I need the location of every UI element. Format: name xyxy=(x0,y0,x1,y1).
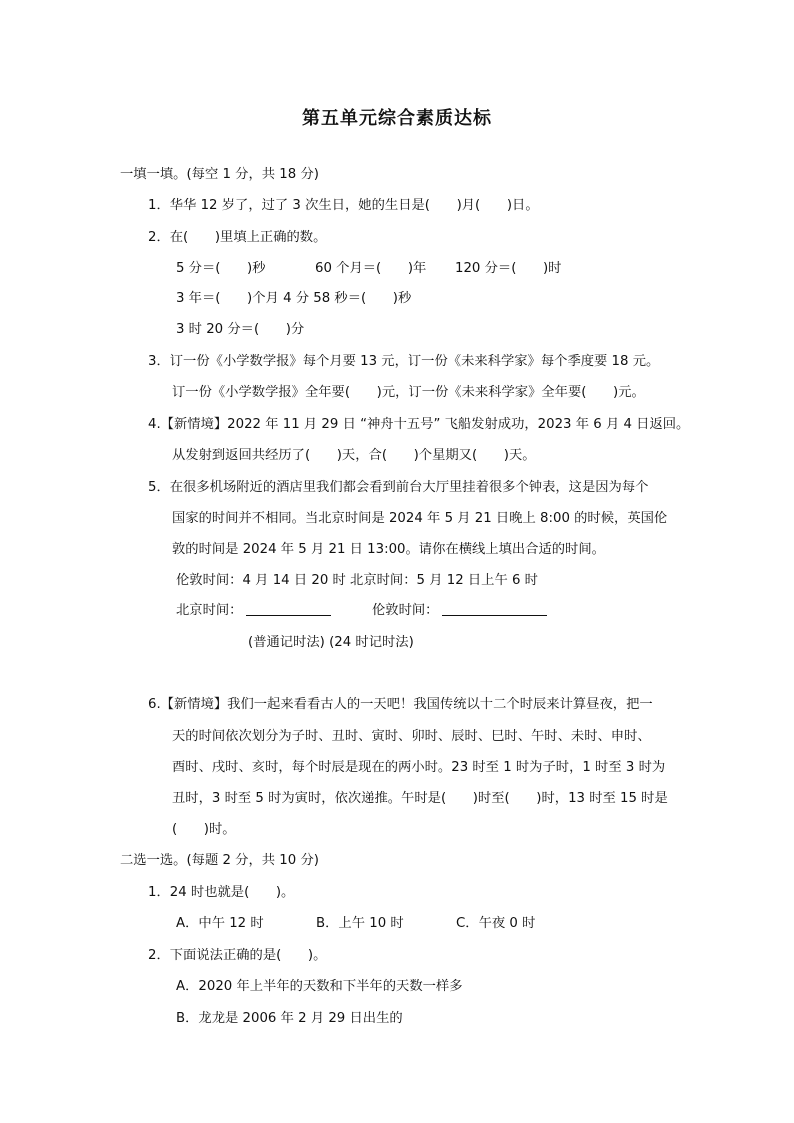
question-2-2-stem: 2．下面说法正确的是( )。 xyxy=(148,948,327,963)
time-system-note: (普通记时法) (24 时记时法) xyxy=(248,635,414,650)
question-2-1-option-a[interactable]: A．中午 12 时 xyxy=(176,916,264,931)
section1-heading: 一填一填。(每空 1 分，共 18 分) xyxy=(120,167,319,182)
question-1-2-stem: 2．在( )里填上正确的数。 xyxy=(148,230,327,245)
question-1-4-line-2: 从发射到返回共经历了( )天，合( )个星期又( )天。 xyxy=(172,448,536,463)
question-1-3-line-1: 3．订一份《小学数学报》每个月要 13 元，订一份《未来科学家》每个季度要 18 元。 xyxy=(148,354,660,369)
question-2-2-option-b[interactable]: B．龙龙是 2006 年 2 月 29 日出生的 xyxy=(176,1011,403,1026)
question-1-5-line-1: 5．在很多机场附近的酒店里我们都会看到前台大厅里挂着很多个钟表，这是因为每个 xyxy=(148,480,649,495)
question-1-5-line-3: 敦的时间是 2024 年 5 月 21 日 13:00。请你在横线上填出合适的时间。 xyxy=(172,542,605,557)
question-1-2-row-2: 3 年＝( )个月 4 分 58 秒＝( )秒 xyxy=(176,291,412,306)
question-2-1-option-b[interactable]: B．上午 10 时 xyxy=(316,916,404,931)
question-1-6-line-4: 丑时，3 时至 5 时为寅时，依次递推。午时是( )时至( )时，13 时至 15 时是 xyxy=(172,791,668,806)
question-1-1: 1．华华 12 岁了，过了 3 次生日，她的生日是( )月( )日。 xyxy=(148,198,539,213)
question-1-2-item-a: 5 分＝( )秒 xyxy=(176,261,266,276)
question-1-4-line-1: 4.【新情境】2022 年 11 月 29 日 “神舟十五号” 飞船发射成功，2023 年 6 月 4 日返回。 xyxy=(148,417,690,432)
london-time-label: 伦敦时间： xyxy=(372,603,439,618)
question-1-6-line-5: ( )时。 xyxy=(172,822,236,837)
question-1-5-line-2: 国家的时间并不相同。当北京时间是 2024 年 5 月 21 日晚上 8:00 的时候，英国伦 xyxy=(172,511,668,526)
question-1-2-item-c: 120 分＝( )时 xyxy=(455,261,562,276)
question-1-6-line-2: 天的时间依次划分为子时、丑时、寅时、卯时、辰时、巳时、午时、未时、申时、 xyxy=(172,729,651,744)
question-1-6-line-3: 酉时、戌时、亥时，每个时辰是现在的两小时。23 时至 1 时为子时，1 时至 3 时为 xyxy=(172,760,666,775)
question-2-1-option-c[interactable]: C．午夜 0 时 xyxy=(456,916,536,931)
question-2-1-stem: 1．24 时也就是( )。 xyxy=(148,885,295,900)
question-1-2-item-b: 60 个月＝( )年 xyxy=(315,261,427,276)
beijing-time-label: 北京时间： xyxy=(176,603,243,618)
question-1-2-row-3: 3 时 20 分＝( )分 xyxy=(176,322,305,337)
question-1-3-line-2: 订一份《小学数学报》全年要( )元，订一份《未来科学家》全年要( )元。 xyxy=(172,385,645,400)
question-2-2-option-a[interactable]: A．2020 年上半年的天数和下半年的天数一样多 xyxy=(176,979,463,994)
beijing-time-answer-blank[interactable] xyxy=(246,601,331,621)
question-1-5-given-times: 伦敦时间：4 月 14 日 20 时 北京时间：5 月 12 日上午 6 时 xyxy=(176,573,538,588)
london-time-answer-blank[interactable] xyxy=(442,601,547,621)
page-title: 第五单元综合素质达标 xyxy=(302,108,492,129)
question-1-6-line-1: 6.【新情境】我们一起来看看古人的一天吧！我国传统以十二个时辰来计算昼夜，把一 xyxy=(148,697,653,712)
section2-heading: 二选一选。(每题 2 分，共 10 分) xyxy=(120,853,319,868)
